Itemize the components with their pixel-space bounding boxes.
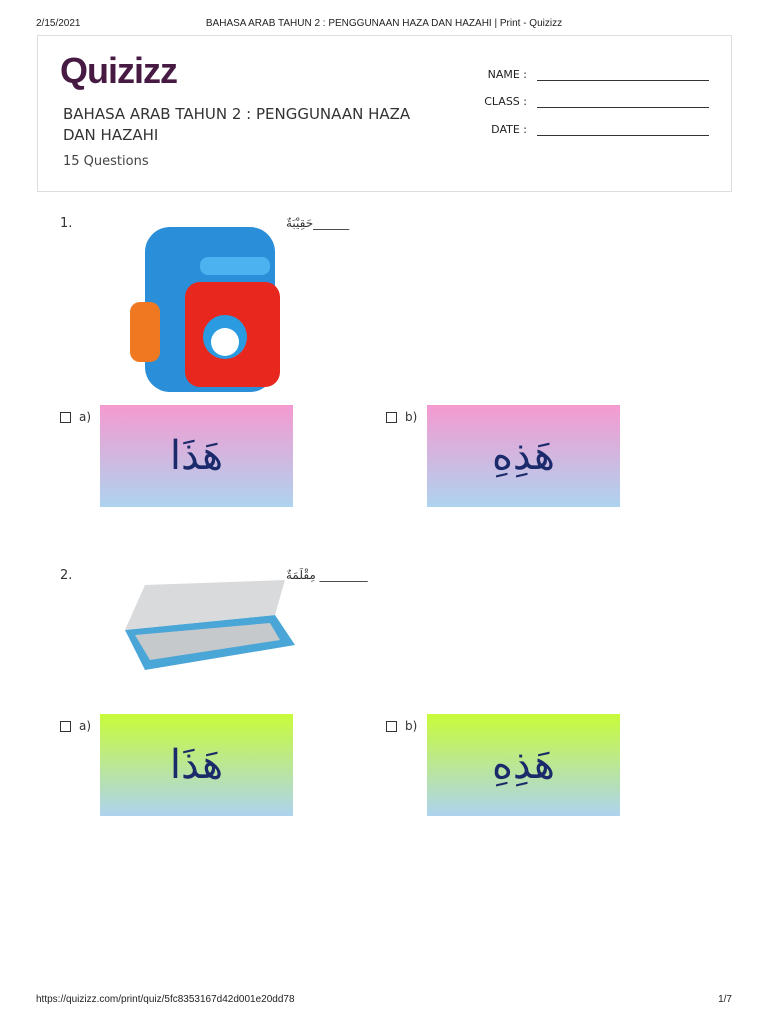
print-date: 2/15/2021 (36, 18, 81, 29)
option-label: a) (79, 719, 92, 733)
quizizz-logo: Quizizz (60, 50, 177, 91)
question-number: 2. (60, 568, 73, 583)
question-text: مِقْلَمَةٌ ________ (286, 568, 368, 582)
date-label: DATE : (491, 123, 527, 136)
checkbox[interactable] (386, 412, 397, 423)
page-number: 1/7 (718, 994, 732, 1005)
answer-card-a[interactable]: هَذَا (100, 714, 293, 816)
option-label: b) (405, 410, 418, 424)
checkbox[interactable] (60, 721, 71, 732)
print-title: BAHASA ARAB TAHUN 2 : PENGGUNAAN HAZA DAN HAZAHI | Print - Quizizz (205, 18, 563, 29)
option-label: b) (405, 719, 418, 733)
name-field (488, 68, 709, 81)
checkbox[interactable] (386, 721, 397, 732)
backpack-image (125, 212, 290, 397)
class-field (484, 95, 709, 108)
question-number: 1. (60, 216, 73, 231)
option-a[interactable] (60, 410, 91, 424)
question-count: 15 Questions (63, 154, 149, 169)
answer-card-b[interactable]: هَذِهِ (427, 714, 620, 816)
print-url: https://quizizz.com/print/quiz/5fc8353167d42d001e20dd78 (36, 994, 295, 1005)
quiz-title: BAHASA ARAB TAHUN 2 : PENGGUNAAN HAZA DAN HAZAHI (63, 105, 411, 144)
class-label: CLASS : (484, 95, 527, 108)
name-label: NAME : (487, 68, 527, 81)
checkbox[interactable] (60, 412, 71, 423)
answer-card-b[interactable]: هَذِهِ (427, 405, 620, 507)
date-field (491, 123, 709, 136)
pencil-case-image (105, 575, 305, 690)
question-text: حَقِيْبَةٌ______ (286, 216, 350, 230)
option-b[interactable] (386, 410, 417, 424)
answer-card-a[interactable]: هَذَا (100, 405, 293, 507)
option-label: a) (79, 410, 92, 424)
option-b[interactable] (386, 719, 417, 733)
quiz-header-card (37, 35, 732, 192)
option-a[interactable] (60, 719, 91, 733)
